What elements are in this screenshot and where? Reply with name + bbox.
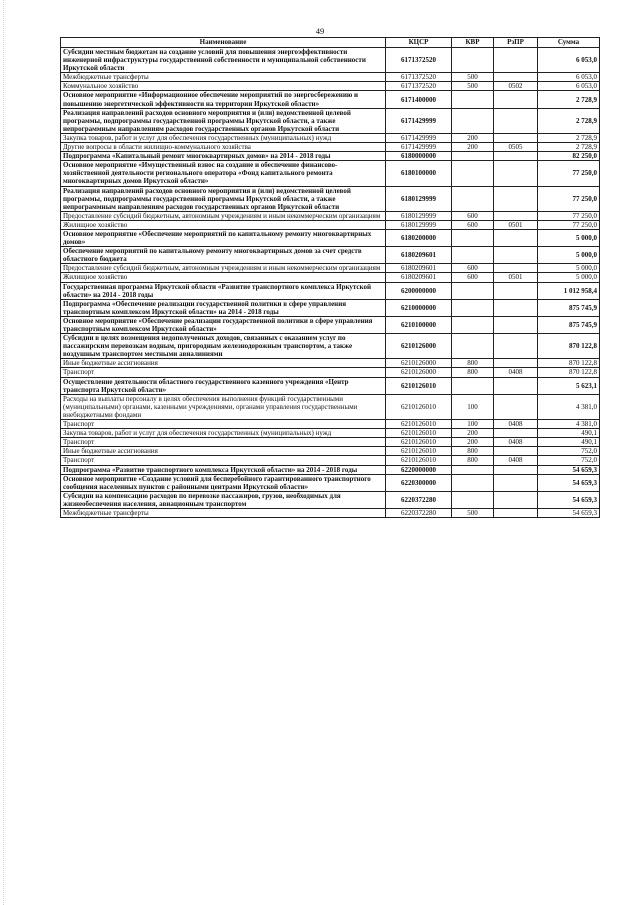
row-name-cell: Подпрограмма «Развитие транспортного комплекса Иркутской области» на 2014 - 2018 годы (61, 465, 386, 474)
row-kcsr-cell: 6210126000 (386, 334, 452, 359)
table-row (61, 377, 600, 394)
row-rzpr-cell (494, 334, 538, 359)
table-row (61, 334, 600, 359)
row-sum-cell: 82 250,0 (538, 152, 600, 161)
row-kcsr-cell: 6180000000 (386, 152, 452, 161)
table-row (61, 133, 600, 142)
row-kcsr-cell: 6171372520 (386, 48, 452, 73)
row-name-cell: Жилищное хозяйство (61, 273, 386, 282)
row-kvr-cell (452, 48, 494, 73)
row-kcsr-cell: 6180209601 (386, 273, 452, 282)
row-name-cell: Транспорт (61, 438, 386, 447)
row-kvr-cell (452, 299, 494, 316)
row-rzpr-cell (494, 229, 538, 246)
row-sum-cell: 77 250,0 (538, 161, 600, 186)
row-kvr-cell (452, 247, 494, 264)
row-kcsr-cell: 6210126010 (386, 420, 452, 429)
row-kvr-cell (452, 282, 494, 299)
row-sum-cell: 54 659,3 (538, 474, 600, 491)
row-kvr-cell: 200 (452, 133, 494, 142)
row-kvr-cell: 200 (452, 429, 494, 438)
row-name-cell: Основное мероприятие «Обеспечение реализации государственной политики в сфере управления транспортным комплексом Иркутской области» (61, 316, 386, 333)
row-kcsr-cell: 6220372280 (386, 491, 452, 508)
table-row (61, 359, 600, 368)
table-row (61, 264, 600, 273)
row-rzpr-cell (494, 264, 538, 273)
row-kcsr-cell: 6210126010 (386, 456, 452, 465)
table-row (61, 273, 600, 282)
row-rzpr-cell (494, 186, 538, 211)
table-row (61, 108, 600, 133)
row-kvr-cell (452, 316, 494, 333)
row-kcsr-cell: 6210126000 (386, 368, 452, 377)
row-rzpr-cell (494, 474, 538, 491)
row-kvr-cell: 800 (452, 368, 494, 377)
row-rzpr-cell (494, 48, 538, 73)
table-row (61, 73, 600, 82)
row-kvr-cell: 800 (452, 359, 494, 368)
row-rzpr-cell: 0408 (494, 368, 538, 377)
row-kvr-cell: 600 (452, 220, 494, 229)
row-name-cell: Реализация направлений расходов основного мероприятия и (или) ведомственной целевой программы, подпрограммы государственной программы Иркутской области, а также непрограммным направлениям расходов государственных органов Иркутской области (61, 186, 386, 211)
table-row (61, 247, 600, 264)
row-rzpr-cell (494, 447, 538, 456)
row-rzpr-cell (494, 359, 538, 368)
row-name-cell: Субсидии в целях возмещения недополученных доходов, связанных с оказанием услуг по пассажирским перевозкам водным, пригородным железнодорожным транспортом, а также воздушным транспортом местными авиалиниями (61, 334, 386, 359)
row-rzpr-cell (494, 73, 538, 82)
budget-table (60, 37, 600, 518)
row-name-cell: Закупка товаров, работ и услуг для обеспечения государственных (муниципальных) нужд (61, 133, 386, 142)
table-row (61, 161, 600, 186)
row-rzpr-cell (494, 508, 538, 517)
row-name-cell: Другие вопросы в области жилищно-коммунального хозяйства (61, 143, 386, 152)
row-sum-cell: 870 122,8 (538, 368, 600, 377)
row-kcsr-cell: 6171429999 (386, 133, 452, 142)
row-rzpr-cell (494, 282, 538, 299)
row-kvr-cell: 500 (452, 73, 494, 82)
row-rzpr-cell (494, 152, 538, 161)
table-row (61, 465, 600, 474)
table-row (61, 229, 600, 246)
row-sum-cell: 4 381,0 (538, 420, 600, 429)
row-kvr-cell (452, 377, 494, 394)
header-sum: Сумма (538, 38, 600, 48)
table-row (61, 152, 600, 161)
row-rzpr-cell (494, 465, 538, 474)
row-kvr-cell (452, 465, 494, 474)
row-name-cell: Основное мероприятие «Информационное обеспечение мероприятий по энергосбережению и повышению энергетической эффективности на территории Иркутской области» (61, 91, 386, 108)
row-kcsr-cell: 6210126010 (386, 377, 452, 394)
row-kvr-cell: 200 (452, 143, 494, 152)
row-sum-cell: 54 659,3 (538, 491, 600, 508)
table-row (61, 186, 600, 211)
table-body (61, 48, 600, 518)
row-kcsr-cell: 6220000000 (386, 465, 452, 474)
row-kcsr-cell: 6171429999 (386, 108, 452, 133)
row-rzpr-cell: 0505 (494, 143, 538, 152)
table-row (61, 299, 600, 316)
table-row (61, 316, 600, 333)
row-name-cell: Иные бюджетные ассигнования (61, 447, 386, 456)
row-kvr-cell (452, 91, 494, 108)
row-kvr-cell: 600 (452, 264, 494, 273)
row-name-cell: Осуществление деятельности областного государственного казенного учреждения «Центр транспорта Иркутской области» (61, 377, 386, 394)
row-sum-cell: 870 122,8 (538, 334, 600, 359)
row-kcsr-cell: 6180129999 (386, 186, 452, 211)
table-row (61, 220, 600, 229)
table-row (61, 438, 600, 447)
row-rzpr-cell: 0502 (494, 82, 538, 91)
row-kcsr-cell: 6200000000 (386, 282, 452, 299)
row-name-cell: Обеспечение мероприятий по капитальному ремонту многоквартирных домов за счет средств областного бюджета (61, 247, 386, 264)
row-sum-cell: 752,0 (538, 456, 600, 465)
row-kcsr-cell: 6180200000 (386, 229, 452, 246)
row-rzpr-cell: 0408 (494, 438, 538, 447)
row-sum-cell: 2 728,9 (538, 108, 600, 133)
row-kcsr-cell: 6210000000 (386, 299, 452, 316)
row-rzpr-cell (494, 316, 538, 333)
row-kvr-cell (452, 108, 494, 133)
row-kcsr-cell: 6180100000 (386, 161, 452, 186)
row-name-cell: Транспорт (61, 368, 386, 377)
row-rzpr-cell: 0501 (494, 220, 538, 229)
header-kcsr: КЦСР (386, 38, 452, 48)
row-name-cell: Транспорт (61, 456, 386, 465)
row-sum-cell: 5 000,0 (538, 273, 600, 282)
row-rzpr-cell (494, 108, 538, 133)
table-row (61, 429, 600, 438)
row-rzpr-cell (494, 161, 538, 186)
table-row (61, 491, 600, 508)
row-rzpr-cell (494, 91, 538, 108)
row-kcsr-cell: 6171400000 (386, 91, 452, 108)
row-kvr-cell: 800 (452, 456, 494, 465)
row-sum-cell: 490,1 (538, 429, 600, 438)
row-kcsr-cell: 6180209601 (386, 264, 452, 273)
row-name-cell: Жилищное хозяйство (61, 220, 386, 229)
page-number: 49 (315, 26, 325, 36)
table-row (61, 211, 600, 220)
row-rzpr-cell: 0408 (494, 420, 538, 429)
row-sum-cell: 2 728,9 (538, 91, 600, 108)
row-name-cell: Основное мероприятие «Имущественный взнос на создание и обеспечение финансово-хозяйственной деятельности регионального оператора «Фонд капитального ремонта многоквартирных домов Иркутской области» (61, 161, 386, 186)
row-sum-cell: 2 728,9 (538, 133, 600, 142)
row-kcsr-cell: 6171429999 (386, 143, 452, 152)
row-kcsr-cell: 6210100000 (386, 316, 452, 333)
row-name-cell: Расходы на выплаты персоналу в целях обеспечения выполнения функций государственными (муниципальными) органами, казенными учреждениями, органами управления государственными внебюджетными фондами (61, 394, 386, 419)
row-kcsr-cell: 6210126010 (386, 447, 452, 456)
row-kvr-cell (452, 474, 494, 491)
table-row (61, 508, 600, 517)
row-sum-cell: 2 728,9 (538, 143, 600, 152)
row-kvr-cell: 500 (452, 82, 494, 91)
row-rzpr-cell (494, 211, 538, 220)
row-name-cell: Коммунальное хозяйство (61, 82, 386, 91)
row-rzpr-cell (494, 394, 538, 419)
row-sum-cell: 77 250,0 (538, 186, 600, 211)
row-sum-cell: 5 000,0 (538, 264, 600, 273)
row-kcsr-cell: 6180209601 (386, 247, 452, 264)
header-kvr: КВР (452, 38, 494, 48)
row-name-cell: Предоставление субсидий бюджетным, автономным учреждениям и иным некоммерческим организациям (61, 211, 386, 220)
row-rzpr-cell: 0408 (494, 456, 538, 465)
row-name-cell: Подпрограмма «Капитальный ремонт многоквартирных домов» на 2014 - 2018 годы (61, 152, 386, 161)
table-row (61, 420, 600, 429)
row-rzpr-cell (494, 377, 538, 394)
table-row (61, 394, 600, 419)
row-rzpr-cell (494, 133, 538, 142)
row-kcsr-cell: 6210126000 (386, 359, 452, 368)
row-sum-cell: 6 053,0 (538, 48, 600, 73)
row-sum-cell: 870 122,8 (538, 359, 600, 368)
row-kvr-cell: 600 (452, 273, 494, 282)
row-sum-cell: 5 000,0 (538, 229, 600, 246)
row-kvr-cell (452, 161, 494, 186)
row-name-cell: Основное мероприятие «Создание условий для бесперебойного гарантированного транспортного сообщения населенных пунктов с районными центрами Иркутской области» (61, 474, 386, 491)
row-sum-cell: 752,0 (538, 447, 600, 456)
row-rzpr-cell (494, 491, 538, 508)
row-kvr-cell (452, 491, 494, 508)
row-kcsr-cell: 6210126010 (386, 429, 452, 438)
table-row (61, 82, 600, 91)
row-kcsr-cell: 6171372520 (386, 82, 452, 91)
table-row (61, 447, 600, 456)
row-kvr-cell: 500 (452, 508, 494, 517)
row-sum-cell: 875 745,9 (538, 316, 600, 333)
row-name-cell: Закупка товаров, работ и услуг для обеспечения государственных (муниципальных) нужд (61, 429, 386, 438)
table-row (61, 368, 600, 377)
row-sum-cell: 54 659,3 (538, 465, 600, 474)
table-header-row (61, 38, 600, 48)
scan-edge-line (3, 0, 5, 905)
row-sum-cell: 4 381,0 (538, 394, 600, 419)
row-kvr-cell: 200 (452, 438, 494, 447)
row-name-cell: Подпрограмма «Обеспечение реализации государственной политики в сфере управления транспортным комплексом Иркутской области» на 2014 - 2018 годы (61, 299, 386, 316)
row-kvr-cell (452, 334, 494, 359)
row-name-cell: Иные бюджетные ассигнования (61, 359, 386, 368)
row-sum-cell: 875 745,9 (538, 299, 600, 316)
row-name-cell: Транспорт (61, 420, 386, 429)
row-rzpr-cell (494, 429, 538, 438)
row-sum-cell: 54 659,3 (538, 508, 600, 517)
table-row (61, 282, 600, 299)
row-kvr-cell (452, 152, 494, 161)
table-row (61, 48, 600, 73)
row-name-cell: Государственная программа Иркутской области «Развитие транспортного комплекса Иркутской области» на 2014 - 2018 годы (61, 282, 386, 299)
table-row (61, 91, 600, 108)
row-rzpr-cell: 0501 (494, 273, 538, 282)
row-name-cell: Реализация направлений расходов основного мероприятия и (или) ведомственной целевой программы, подпрограммы государственной программы Иркутской области, а также непрограммным направлениям расходов государственных органов Иркутской области (61, 108, 386, 133)
row-sum-cell: 1 012 958,4 (538, 282, 600, 299)
row-kvr-cell: 100 (452, 420, 494, 429)
row-sum-cell: 5 000,0 (538, 247, 600, 264)
row-kcsr-cell: 6220300000 (386, 474, 452, 491)
row-kvr-cell: 600 (452, 211, 494, 220)
row-sum-cell: 6 053,0 (538, 82, 600, 91)
row-kvr-cell (452, 186, 494, 211)
row-kcsr-cell: 6210126010 (386, 438, 452, 447)
row-kvr-cell: 800 (452, 447, 494, 456)
table-row (61, 456, 600, 465)
row-kvr-cell (452, 229, 494, 246)
table-row (61, 474, 600, 491)
row-rzpr-cell (494, 247, 538, 264)
header-rzpr: РзПР (494, 38, 538, 48)
row-name-cell: Субсидии местным бюджетам на создание условий для повышения энергоэффективности инженерной инфраструктуры государственной собственности и муниципальной собственности Иркутской области (61, 48, 386, 73)
row-name-cell: Межбюджетные трансферты (61, 508, 386, 517)
row-name-cell: Основное мероприятие «Обеспечение мероприятий по капитальному ремонту многоквартирных домов» (61, 229, 386, 246)
row-name-cell: Предоставление субсидий бюджетным, автономным учреждениям и иным некоммерческим организациям (61, 264, 386, 273)
row-name-cell: Межбюджетные трансферты (61, 73, 386, 82)
header-name: Наименование (61, 38, 386, 48)
row-rzpr-cell (494, 299, 538, 316)
row-sum-cell: 5 623,1 (538, 377, 600, 394)
row-sum-cell: 490,1 (538, 438, 600, 447)
row-kcsr-cell: 6180129999 (386, 220, 452, 229)
row-kcsr-cell: 6220372280 (386, 508, 452, 517)
row-sum-cell: 77 250,0 (538, 211, 600, 220)
row-sum-cell: 77 250,0 (538, 220, 600, 229)
table-row (61, 143, 600, 152)
row-kvr-cell: 100 (452, 394, 494, 419)
row-sum-cell: 6 053,0 (538, 73, 600, 82)
row-kcsr-cell: 6180129999 (386, 211, 452, 220)
row-kcsr-cell: 6171372520 (386, 73, 452, 82)
row-name-cell: Субсидии на компенсацию расходов по перевозке пассажиров, грузов, необходимых для жизнеобеспечения населения, авиационным транспортом (61, 491, 386, 508)
row-kcsr-cell: 6210126010 (386, 394, 452, 419)
